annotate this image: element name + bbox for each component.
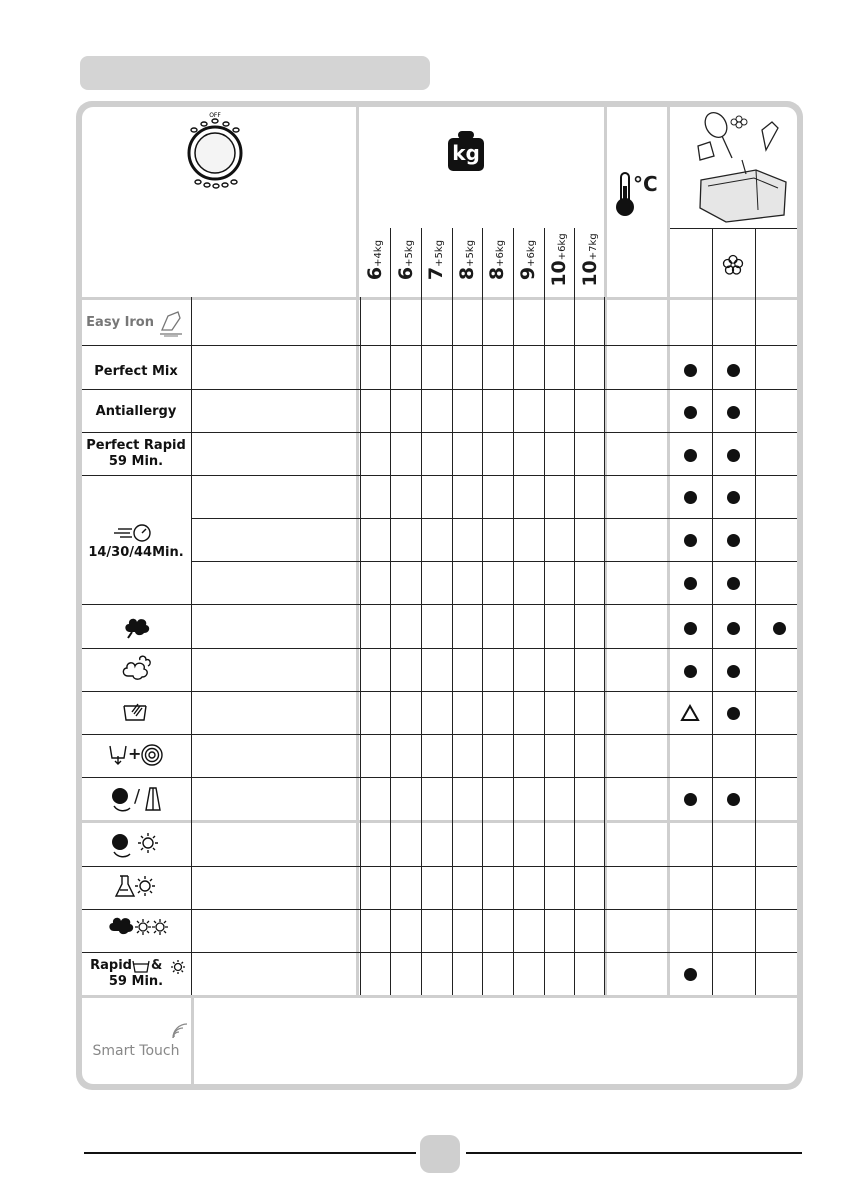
grid-line xyxy=(452,228,453,995)
grid-line xyxy=(670,228,797,229)
mark-dot xyxy=(684,534,697,547)
footer-rule-right xyxy=(466,1152,802,1154)
grid-separator xyxy=(667,107,670,995)
mark-dot xyxy=(684,449,697,462)
load-column-header: 9+6kg xyxy=(517,239,539,281)
dial-off-label: OFF xyxy=(209,112,221,119)
weight-icon xyxy=(448,131,484,171)
mark-dot xyxy=(727,449,740,462)
load-column-header: 10+6kg xyxy=(548,233,570,287)
grid-separator xyxy=(82,820,797,823)
drain-spin-plus: + xyxy=(128,744,142,763)
mark-dot xyxy=(727,406,740,419)
easy-iron-icon xyxy=(158,308,184,338)
mark-dot xyxy=(684,622,697,635)
grid-line xyxy=(82,475,797,476)
mark-dot xyxy=(684,364,697,377)
grid-line xyxy=(82,866,797,867)
grid-separator xyxy=(191,995,194,1084)
smart-touch-label: Smart Touch xyxy=(92,1043,180,1059)
grid-line xyxy=(360,297,361,995)
grid-line xyxy=(82,432,797,433)
mark-dot xyxy=(684,665,697,678)
mark-dot xyxy=(727,577,740,590)
grid-line xyxy=(755,228,756,995)
program-label-perfect-rapid: Perfect Rapid xyxy=(86,438,186,453)
load-column-header: 6+4kg xyxy=(364,239,386,281)
handwash-icon xyxy=(122,700,150,724)
cotton-extra-dry-icon xyxy=(106,913,170,941)
grid-line xyxy=(390,228,391,995)
page-number-badge xyxy=(420,1135,460,1173)
mark-dot xyxy=(727,665,740,678)
load-column-header: 7+5kg xyxy=(425,239,447,281)
program-label-perfect-mix: Perfect Mix xyxy=(94,364,178,379)
mark-dot xyxy=(773,622,786,635)
grid-line xyxy=(191,561,797,562)
grid-line xyxy=(82,345,797,346)
program-label-antiallergy: Antiallergy xyxy=(95,404,177,419)
grid-line xyxy=(574,228,575,995)
grid-line xyxy=(712,228,713,995)
mark-dot xyxy=(727,707,740,720)
synthetics-icon xyxy=(118,654,154,684)
mark-dot xyxy=(684,968,697,981)
mark-dot xyxy=(727,622,740,635)
load-column-header: 10+7kg xyxy=(579,233,601,287)
grid-line xyxy=(482,228,483,995)
softener-flower-icon xyxy=(722,254,744,276)
section-title-bar xyxy=(80,56,430,90)
mark-dot xyxy=(727,364,740,377)
weight-icon-label: kg xyxy=(452,141,480,165)
grid-line xyxy=(82,648,797,649)
wool-dress-slash: / xyxy=(134,786,141,807)
load-column-header: 8+5kg xyxy=(456,239,478,281)
program-label-rapid-times: 14/30/44Min. xyxy=(88,545,184,560)
program-label-perfect-rapid-time: 59 Min. xyxy=(108,454,164,469)
grid-line xyxy=(82,777,797,778)
grid-separator xyxy=(356,107,359,995)
wool-dry-icon xyxy=(108,830,160,858)
grid-line xyxy=(82,734,797,735)
program-label-easy-iron: Easy Iron xyxy=(86,315,154,330)
grid-line xyxy=(82,952,797,953)
mark-dot xyxy=(684,793,697,806)
mark-dot xyxy=(684,577,697,590)
programme-dial-icon xyxy=(178,108,254,190)
mark-triangle xyxy=(680,704,700,722)
grid-line xyxy=(82,909,797,910)
footer-rule-left xyxy=(84,1152,416,1154)
load-column-header: 6+5kg xyxy=(395,239,417,281)
grid-line xyxy=(604,297,605,995)
detergent-drawer-icon xyxy=(686,110,792,226)
mark-dot xyxy=(684,406,697,419)
mark-dot xyxy=(727,491,740,504)
grid-line xyxy=(82,389,797,390)
grid-line xyxy=(421,228,422,995)
program-label-rapid-wash-dry-time: 59 Min. xyxy=(108,974,164,989)
synthetic-dry-icon xyxy=(114,872,156,900)
nfc-waves-icon xyxy=(171,1022,189,1040)
mark-dot xyxy=(727,534,740,547)
cotton-icon xyxy=(122,614,152,640)
temperature-unit-label: °C xyxy=(633,172,658,196)
mark-dot xyxy=(684,491,697,504)
grid-line xyxy=(191,518,797,519)
grid-line xyxy=(82,604,797,605)
load-column-header: 8+6kg xyxy=(486,239,508,281)
rapid-timer-icon xyxy=(112,521,156,543)
mark-dot xyxy=(727,793,740,806)
grid-line xyxy=(513,228,514,995)
grid-separator xyxy=(82,995,797,998)
grid-separator xyxy=(82,297,797,300)
grid-line xyxy=(191,297,192,995)
grid-line xyxy=(82,691,797,692)
grid-line xyxy=(544,228,545,995)
program-label-rapid-wash-dry: Rapid xyxy=(90,958,132,973)
rapid-wash-dry-amp: & xyxy=(151,958,163,973)
